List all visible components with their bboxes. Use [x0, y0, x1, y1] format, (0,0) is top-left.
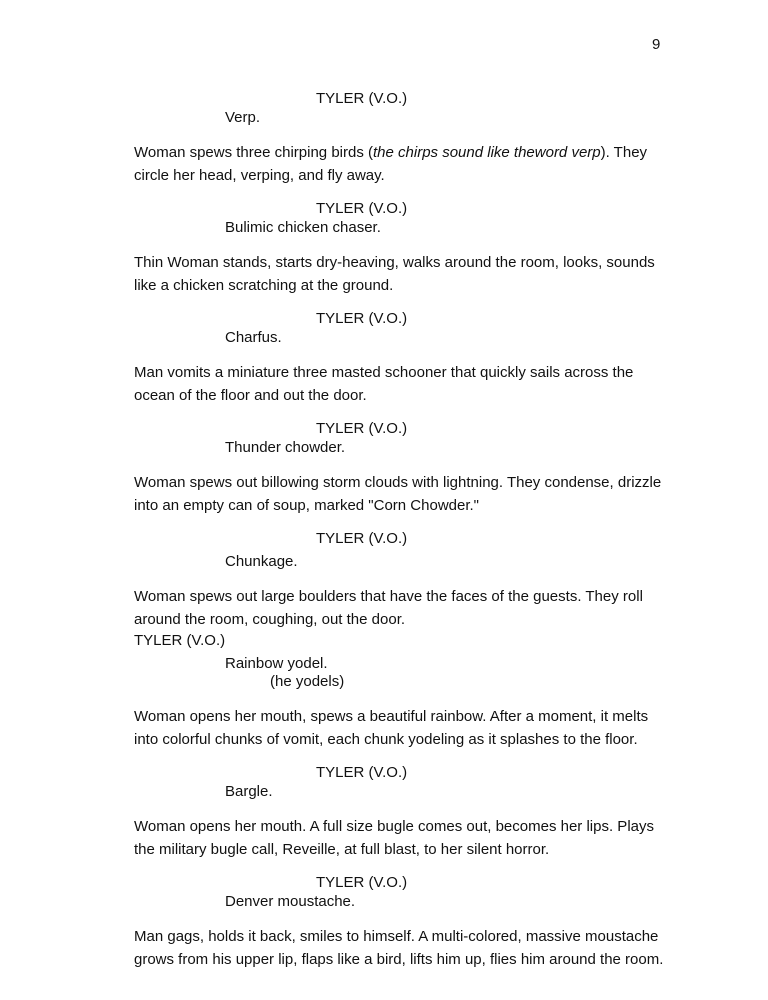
dialogue-line: Rainbow yodel.	[225, 655, 328, 672]
screenplay-body	[134, 89, 674, 971]
dialogue-line: Bargle.	[225, 783, 273, 800]
character-cue: TYLER (V.O.)	[316, 420, 408, 437]
character-cue: TYLER (V.O.)	[134, 632, 226, 649]
action-paragraph	[134, 142, 674, 187]
action-paragraph: Woman spews out large boulders that have the faces of the guests. They roll around the room, coughing, out the door.	[134, 588, 643, 628]
page-number: 9	[652, 36, 661, 53]
dialogue-line: Charfus.	[225, 329, 282, 346]
action-paragraph: Woman spews out billowing storm clouds with lightning. They condense, drizzle into an empty can of soup, marked "Corn Chowder."	[134, 474, 662, 514]
character-cue: TYLER (V.O.)	[316, 90, 408, 107]
action-paragraph: Thin Woman stands, starts dry-heaving, walks around the room, looks, sounds like a chicken scratching at the ground.	[134, 254, 655, 294]
action-paragraph: Man gags, holds it back, smiles to himself. A multi-colored, massive moustache grows from his upper lip, flaps like a bird, lifts him up, flies him around the room.	[134, 928, 664, 968]
action-text: Woman spews three chirping birds (	[134, 144, 373, 161]
character-cue: TYLER (V.O.)	[316, 874, 408, 891]
character-cue: TYLER (V.O.)	[316, 764, 408, 781]
action-italic-text: the chirps sound like theword verp	[373, 144, 601, 161]
character-cue: TYLER (V.O.)	[316, 310, 408, 327]
dialogue-line: Verp.	[225, 109, 261, 126]
parenthetical: (he yodels)	[270, 673, 345, 690]
character-cue: TYLER (V.O.)	[316, 200, 408, 217]
action-paragraph: Man vomits a miniature three masted schooner that quickly sails across the ocean of the floor and out the door.	[134, 364, 634, 404]
dialogue-line: Denver moustache.	[225, 893, 356, 910]
character-cue: TYLER (V.O.)	[316, 530, 408, 547]
action-paragraph: Woman opens her mouth, spews a beautiful rainbow. After a moment, it melts into colorful chunks of vomit, each chunk yodeling as it splashes to the floor.	[134, 708, 649, 748]
action-paragraph: Woman opens her mouth. A full size bugle comes out, becomes her lips. Plays the military bugle call, Reveille, at full blast, to her silent horror.	[134, 818, 654, 858]
dialogue-line: Chunkage.	[225, 553, 298, 570]
dialogue-line: Bulimic chicken chaser.	[225, 219, 381, 236]
dialogue-line: Thunder chowder.	[225, 439, 346, 456]
action-text: ). They circle her head, verping, and fly away.	[134, 144, 648, 184]
